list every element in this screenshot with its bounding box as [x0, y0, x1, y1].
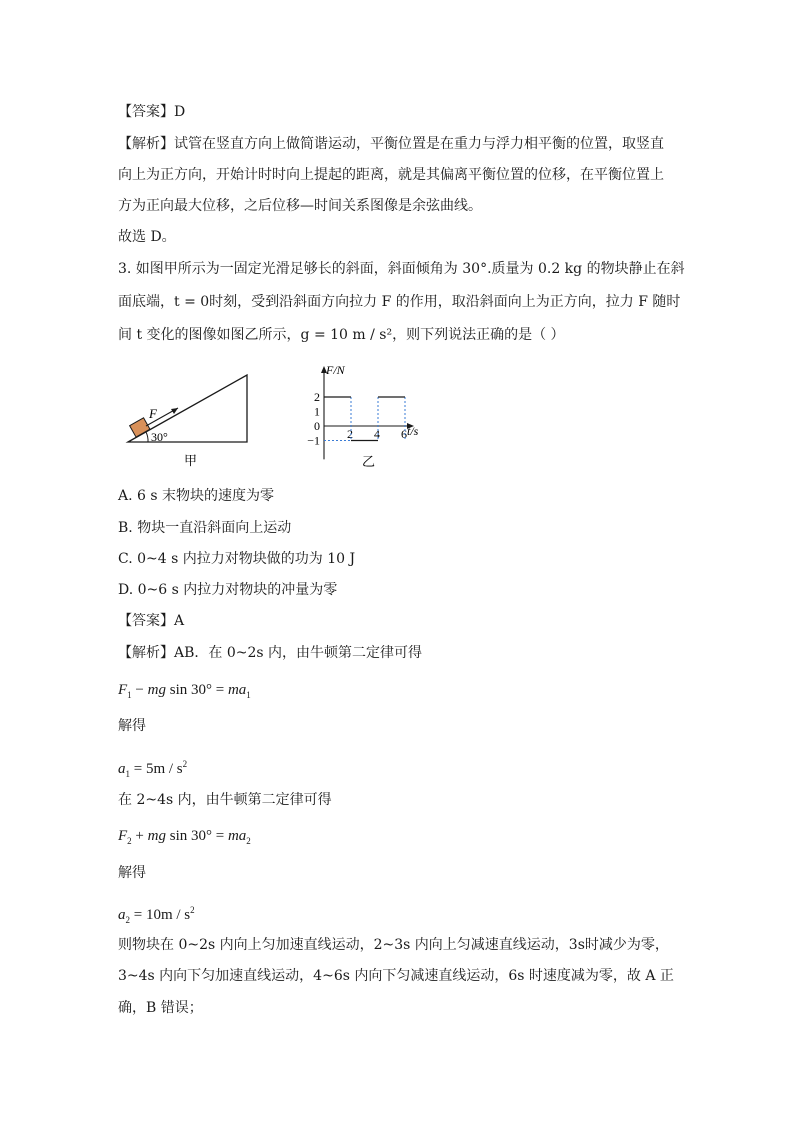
x-tick-label: 6	[401, 427, 407, 441]
angle-label: 30°	[151, 430, 168, 444]
q3-stem-line-3: 间 t 变化的图像如图乙所示，g = 10 m / s²，则下列说法正确的是（ ）	[118, 327, 565, 343]
option-b: B. 物块一直沿斜面向上运动	[118, 520, 292, 536]
equation-4: $a_2 = 10m / s^2$	[118, 905, 195, 925]
option-c: C. 0~4 s 内拉力对物块做的功为 10 J	[118, 551, 356, 567]
option-d: D. 0~6 s 内拉力对物块的冲量为零	[118, 582, 338, 598]
solve-label-1: 解得	[118, 718, 146, 734]
force-label: F	[149, 406, 157, 421]
final-line-3: 确，B 错误；	[118, 1000, 203, 1016]
q2-answer: 【答案】D	[118, 104, 186, 120]
y-tick-label: 1	[314, 404, 320, 419]
x-axis-label: t/s	[407, 424, 419, 438]
figure-yi-graph	[300, 360, 430, 472]
figure-jia-incline	[118, 366, 258, 476]
y-tick-label: −1	[307, 433, 320, 448]
figure-jia-caption: 甲	[184, 453, 198, 468]
angle-arc	[146, 432, 148, 442]
q3-stem-line-1: 3. 如图甲所示为一固定光滑足够长的斜面，斜面倾角为 30°.质量为 0.2 kg 的物块静止在斜	[118, 261, 685, 277]
q3-mid-text: 在 2~4s 内，由牛顿第二定律可得	[118, 792, 332, 808]
q2-analysis-line-3: 方为正向最大位移，之后位移—时间关系图像是余弦曲线。	[118, 198, 482, 214]
solve-label-2: 解得	[118, 865, 146, 881]
final-line-1: 则物块在 0~2s 内向上匀加速直线运动，2~3s 内向上匀减速直线运动，3s时减少为零，	[118, 937, 669, 953]
equation-3: $F_2$ + mg $\sin 30^\circ = ma_2$	[118, 828, 251, 846]
y-tick-label: 0	[314, 419, 320, 433]
q3-answer: 【答案】A	[118, 613, 185, 629]
equation-1: $F_1$ − mg $\sin 30^\circ = ma_1$	[118, 682, 251, 700]
x-tick-label: 4	[374, 427, 380, 441]
q3-stem-line-2: 面底端，t = 0时刻，受到沿斜面方向拉力 F 的作用，取沿斜面向上为正方向，拉力 F 随时	[118, 294, 681, 310]
final-line-2: 3~4s 内向下匀加速直线运动，4~6s 内向下匀减速直线运动，6s 时速度减为零，故 A 正	[118, 968, 674, 984]
option-a: A. 6 s 末物块的速度为零	[118, 488, 275, 504]
q2-analysis-line-2: 向上为正方向，开始计时时向上提起的距离，就是其偏离平衡位置的位移，在平衡位置上	[118, 167, 664, 183]
q2-conclusion: 故选 D。	[118, 229, 176, 245]
q3-analysis-intro: 【解析】AB．在 0~2s 内，由牛顿第二定律可得	[118, 645, 423, 661]
q2-analysis-line-1: 【解析】试管在竖直方向上做简谐运动，平衡位置是在重力与浮力相平衡的位置，取竖直	[118, 136, 664, 152]
x-tick-label: 2	[347, 427, 353, 441]
equation-2: $a_1 = 5m / s^2$	[118, 759, 188, 779]
figure-yi-caption: 乙	[362, 454, 376, 469]
y-tick-label: 2	[314, 390, 320, 404]
y-axis-label: F/N	[326, 363, 345, 377]
